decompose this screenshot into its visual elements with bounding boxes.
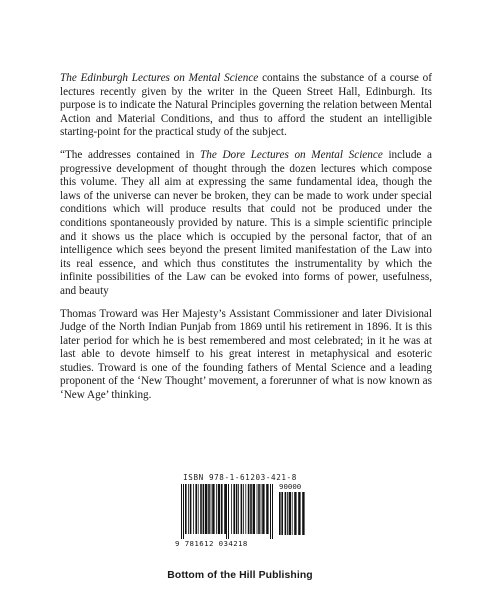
- blurb-paragraph-2: “The addresses contained in The Dore Lectures on Mental Science include a progressive development of thought through the dozen lectures which compose this volume. They all aim at expressing the same fundamental idea, though the laws of the universe can never be broken, they can be made to work under special conditions which will produce results that could not be produced under the conditions spontaneously provided by nature. This is a simple scientific principle and it shows us the place which is occupied by the personal factor, that of an intelligence which sees beyond the present limited manifestation of the Law into its real essence, and which thus constitutes the instrumentality by which the infinite possibilities of the Law can be evoked into forms of power, usefulness, and beauty: [60, 148, 432, 297]
- isbn-label: ISBN 978-1-61203-421-8: [183, 473, 297, 482]
- blurb-paragraph-1: The Edinburgh Lectures on Mental Science contains the substance of a course of lectures recently given by the writer in the Queen Street Hall, Edinburgh. Its purpose is to indicate the Natural Principles governing the relation between Mental Action and Material Conditions, and thus to afford the student an intelligible starting-point for the practical study of the subject.: [60, 72, 432, 139]
- cover-blurb: [60, 72, 432, 412]
- barcode-bars: [173, 484, 307, 539]
- isbn-barcode: [173, 473, 307, 553]
- publisher-name: Bottom of the Hill Publishing: [167, 570, 313, 581]
- blurb-paragraph-3: Thomas Troward was Her Majesty’s Assistant Commissioner and later Divisional Judge of the North Indian Punjab from 1869 until his retirement in 1896. It is this later period for which he is best remembered and most celebrated; in it he was at last able to devote himself to his great interest in metaphysical and esoteric studies. Troward is one of the founding fathers of Mental Science and a leading proponent of the ‘New Thought’ movement, a forerunner of what is now known as ‘New Age’ thinking.: [60, 307, 432, 402]
- ean-digits: 9 781612 034218: [175, 539, 248, 548]
- book-title-dore: The Dore Lectures on Mental Science: [200, 148, 383, 161]
- addon-digits: 90000: [279, 482, 302, 491]
- book-title-edinburgh: The Edinburgh Lectures on Mental Science: [60, 72, 259, 84]
